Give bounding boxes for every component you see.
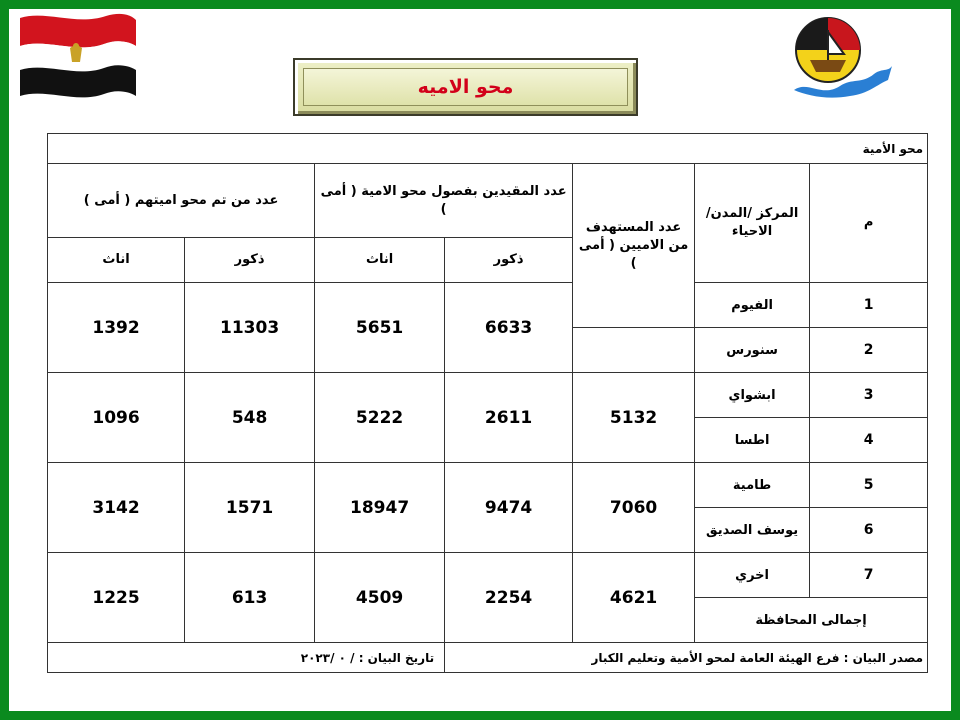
group-graduated-female: 3142 xyxy=(48,463,185,553)
group-enrolled-female: 5222 xyxy=(315,373,445,463)
header-graduated-male: ذكور xyxy=(185,238,315,283)
row-index: 4 xyxy=(810,418,928,463)
row-district: اخري xyxy=(695,553,810,598)
row-index: 1 xyxy=(810,283,928,328)
data-source: مصدر البيان : فرع الهيئة العامة لمحو الأمية وتعليم الكبار xyxy=(445,643,928,673)
group-enrolled-female: 11303 xyxy=(185,283,315,373)
egypt-flag-icon xyxy=(16,10,140,100)
group-graduated-male: 1392 xyxy=(48,283,185,373)
group-graduated-female: 1225 xyxy=(48,553,185,643)
page-title: محو الاميه xyxy=(417,76,514,98)
group-graduated-female: 1096 xyxy=(48,373,185,463)
header-index: م xyxy=(810,164,928,283)
row-district: سنورس xyxy=(695,328,810,373)
row-district: الفيوم xyxy=(695,283,810,328)
group-enrolled-female: 4509 xyxy=(315,553,445,643)
row-index: 5 xyxy=(810,463,928,508)
group-enrolled-female: 18947 xyxy=(315,463,445,553)
data-date: تاريخ البيان : / ٠ /٢٠٢٣ xyxy=(48,643,445,673)
group-enrolled-male: 2254 xyxy=(445,553,573,643)
group-graduated-male: 613 xyxy=(185,553,315,643)
fayoum-emblem-logo-icon xyxy=(788,10,896,102)
row-district: طامية xyxy=(695,463,810,508)
group-graduated-male: 1571 xyxy=(185,463,315,553)
header-enrolled-male: ذكور xyxy=(445,238,573,283)
table-caption: محو الأمية xyxy=(48,134,928,164)
total-label: إجمالى المحافظة xyxy=(695,598,928,643)
row-index: 2 xyxy=(810,328,928,373)
header-graduated-female: اناث xyxy=(48,238,185,283)
title-banner-inner xyxy=(303,68,628,106)
header-enrolled: عدد المقيدين بفصول محو الامية ( أمى ) xyxy=(315,164,573,238)
header-target: عدد المستهدف من الاميين ( أمى ) xyxy=(573,164,695,328)
row-index: 6 xyxy=(810,508,928,553)
group-enrolled-male: 5651 xyxy=(315,283,445,373)
literacy-table xyxy=(47,133,928,673)
group-target: 6633 xyxy=(445,283,573,373)
group-target: 5132 xyxy=(573,373,695,463)
row-index: 7 xyxy=(810,553,928,598)
group-target: 4621 xyxy=(573,553,695,643)
header-enrolled-female: اناث xyxy=(315,238,445,283)
header-graduated: عدد من تم محو اميتهم ( أمى ) xyxy=(48,164,315,238)
row-index: 3 xyxy=(810,373,928,418)
title-banner xyxy=(293,58,638,116)
row-district: يوسف الصديق xyxy=(695,508,810,553)
group-enrolled-male: 9474 xyxy=(445,463,573,553)
group-graduated-male: 548 xyxy=(185,373,315,463)
row-district: ابشواي xyxy=(695,373,810,418)
row-district: اطسا xyxy=(695,418,810,463)
header-district: المركز /المدن/الاحياء xyxy=(695,164,810,283)
group-enrolled-male: 2611 xyxy=(445,373,573,463)
group-target: 7060 xyxy=(573,463,695,553)
